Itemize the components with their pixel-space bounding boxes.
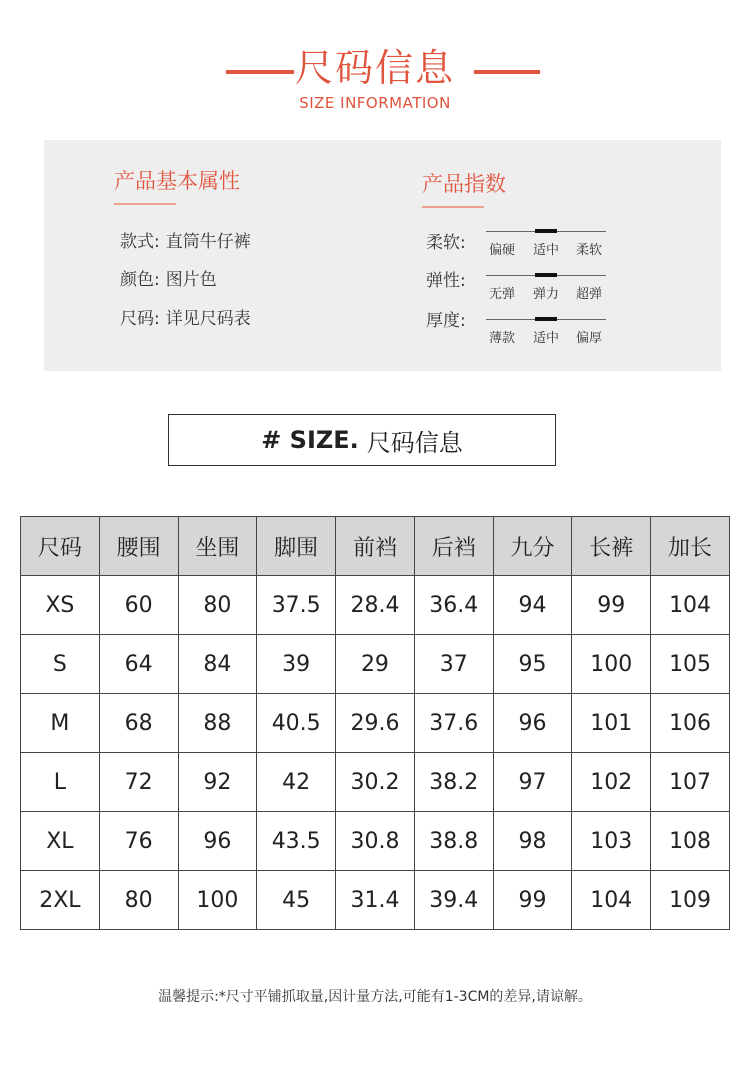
- table-cell: 108: [651, 812, 730, 871]
- table-cell: L: [21, 753, 100, 812]
- column-header: 脚围: [257, 517, 336, 576]
- size-banner: [168, 414, 556, 466]
- column-header: 后裆: [414, 517, 493, 576]
- column-header: 腰围: [99, 517, 178, 576]
- index-option: 适中: [532, 243, 559, 258]
- attribute-label: 颜色:: [120, 270, 160, 290]
- table-cell: 98: [493, 812, 572, 871]
- table-cell: 37.5: [257, 576, 336, 635]
- table-row: [21, 694, 730, 753]
- table-cell: 84: [178, 635, 257, 694]
- page-title: 尺码信息: [294, 46, 455, 90]
- index-option: 适中: [532, 331, 559, 346]
- index-option: 柔软: [575, 243, 602, 258]
- table-cell: 88: [178, 694, 257, 753]
- index-option: 弹力: [532, 287, 559, 302]
- table-header-row: [21, 517, 730, 576]
- table-cell: XS: [21, 576, 100, 635]
- table-cell: 104: [651, 576, 730, 635]
- table-cell: 60: [99, 576, 178, 635]
- table-cell: 39.4: [414, 871, 493, 930]
- attributes-title-underline: [114, 203, 176, 205]
- table-cell: 37: [414, 635, 493, 694]
- index-marker: [535, 229, 557, 233]
- attribute-color: [120, 265, 217, 290]
- table-cell: 94: [493, 576, 572, 635]
- table-cell: 95: [493, 635, 572, 694]
- table-cell: 45: [257, 871, 336, 930]
- table-cell: 38.2: [414, 753, 493, 812]
- attribute-label: 款式:: [120, 232, 160, 252]
- column-header: 长裤: [572, 517, 651, 576]
- table-row: [21, 576, 730, 635]
- column-header: 九分: [493, 517, 572, 576]
- table-cell: 36.4: [414, 576, 493, 635]
- table-cell: 80: [178, 576, 257, 635]
- table-cell: 105: [651, 635, 730, 694]
- table-cell: 29.6: [336, 694, 415, 753]
- index-marker: [535, 317, 557, 321]
- index-label-softness: 柔软:: [426, 233, 466, 253]
- attribute-value: 直筒牛仔裤: [165, 232, 251, 252]
- table-cell: XL: [21, 812, 100, 871]
- table-cell: 38.8: [414, 812, 493, 871]
- table-cell: 109: [651, 871, 730, 930]
- table-cell: 96: [178, 812, 257, 871]
- attributes-title: 产品基本属性: [114, 169, 240, 193]
- table-cell: 104: [572, 871, 651, 930]
- table-cell: 37.6: [414, 694, 493, 753]
- table-cell: 72: [99, 753, 178, 812]
- table-cell: 103: [572, 812, 651, 871]
- index-option: 超弹: [575, 287, 602, 302]
- table-cell: 107: [651, 753, 730, 812]
- index-option: 无弹: [488, 287, 515, 302]
- table-cell: 100: [572, 635, 651, 694]
- index-option: 薄款: [488, 331, 515, 346]
- table-cell: 30.2: [336, 753, 415, 812]
- table-cell: 39: [257, 635, 336, 694]
- product-info-panel: [44, 140, 721, 371]
- table-row: [21, 635, 730, 694]
- table-cell: 68: [99, 694, 178, 753]
- table-cell: 43.5: [257, 812, 336, 871]
- table-cell: 64: [99, 635, 178, 694]
- column-header: 坐围: [178, 517, 257, 576]
- indices-title-underline: [422, 206, 484, 208]
- table-cell: 29: [336, 635, 415, 694]
- table-cell: 76: [99, 812, 178, 871]
- index-label-elasticity: 弹性:: [426, 271, 466, 291]
- table-cell: 2XL: [21, 871, 100, 930]
- table-cell: 101: [572, 694, 651, 753]
- table-row: [21, 753, 730, 812]
- table-cell: 80: [99, 871, 178, 930]
- measurement-note: 温馨提示:*尺寸平铺抓取量,因计量方法,可能有1-3CM的差异,请谅解。: [158, 989, 592, 1005]
- table-row: [21, 812, 730, 871]
- attribute-size: [120, 304, 251, 329]
- index-option: 偏厚: [575, 331, 602, 346]
- table-cell: 31.4: [336, 871, 415, 930]
- table-cell: 92: [178, 753, 257, 812]
- attribute-value: 图片色: [165, 270, 217, 290]
- table-cell: 102: [572, 753, 651, 812]
- size-banner-label: 尺码信息: [366, 428, 463, 457]
- table-row: [21, 871, 730, 930]
- table-cell: 99: [493, 871, 572, 930]
- table-cell: 28.4: [336, 576, 415, 635]
- column-header: 加长: [651, 517, 730, 576]
- table-cell: 40.5: [257, 694, 336, 753]
- size-banner-text: [169, 415, 555, 465]
- table-cell: 97: [493, 753, 572, 812]
- index-option: 偏硬: [488, 243, 515, 258]
- table-cell: 99: [572, 576, 651, 635]
- table-cell: 96: [493, 694, 572, 753]
- attribute-style: [120, 227, 251, 252]
- column-header: 前裆: [336, 517, 415, 576]
- table-cell: 100: [178, 871, 257, 930]
- table-cell: 106: [651, 694, 730, 753]
- attribute-value: 详见尺码表: [165, 309, 251, 329]
- table-cell: 42: [257, 753, 336, 812]
- column-header: 尺码: [21, 517, 100, 576]
- index-marker: [535, 273, 557, 277]
- table-cell: S: [21, 635, 100, 694]
- table-cell: M: [21, 694, 100, 753]
- page-subtitle: SIZE INFORMATION: [299, 94, 451, 112]
- attribute-label: 尺码:: [120, 309, 160, 329]
- size-table: [20, 516, 730, 930]
- index-label-thickness: 厚度:: [426, 311, 466, 331]
- size-banner-prefix: # SIZE.: [261, 426, 359, 454]
- indices-title: 产品指数: [422, 172, 506, 196]
- table-cell: 30.8: [336, 812, 415, 871]
